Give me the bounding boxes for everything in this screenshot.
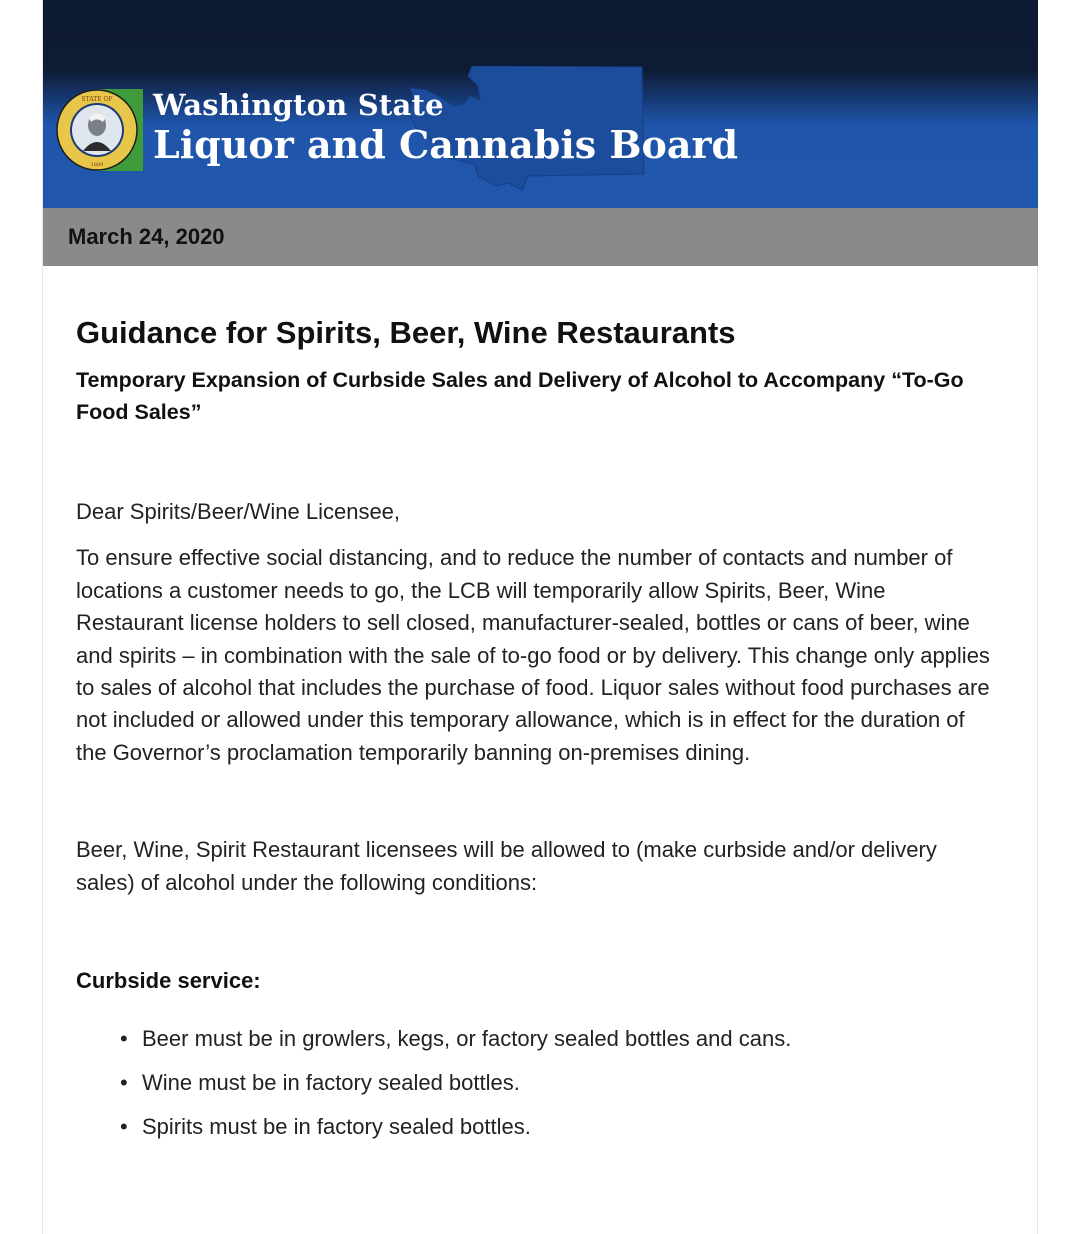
date-bar	[43, 208, 1038, 266]
svg-text:1889: 1889	[90, 162, 104, 168]
washington-state-seal-logo	[53, 89, 143, 171]
paragraph-conditions: Beer, Wine, Spirit Restaurant licensees will be allowed to (make curbside and/or delivery sales) of alcohol under the following conditions:	[76, 837, 937, 895]
section-heading-curbside: Curbside service:	[76, 968, 261, 994]
article-subtitle: Temporary Expansion of Curbside Sales and Delivery of Alcohol to Accompany “To-Go Food Sales”	[76, 368, 964, 424]
list-item: • Beer must be in growlers, kegs, or factory sealed bottles and cans.	[120, 1023, 996, 1055]
paragraph-intro: To ensure effective social distancing, and to reduce the number of contacts and number of locations a customer needs to go, the LCB will temporarily allow Spirits, Beer, Wine Restaurant license holders to sell closed, manufacturer-sealed, bottles or cans of beer, wine and spirits – in combination with the sale of to-go food or by delivery. This change only applies to sales of alcohol that includes the purchase of food. Liquor sales without food purchases are not included or allowed under this temporary allowance, which is in effect for the duration of the Governor’s proclamation temporarily banning on-premises dining.	[76, 545, 990, 765]
article-body	[76, 312, 996, 1155]
list-item: • Wine must be in factory sealed bottles.	[120, 1067, 996, 1099]
curbside-rules-list	[76, 1023, 996, 1143]
article-title: Guidance for Spirits, Beer, Wine Restaurants	[76, 315, 736, 350]
header-banner	[43, 0, 1038, 208]
publish-date: March 24, 2020	[68, 224, 225, 249]
org-name-line1: Washington State	[153, 88, 444, 122]
list-item: • Spirits must be in factory sealed bottles.	[120, 1111, 996, 1143]
org-name-line2: Liquor and Cannabis Board	[153, 122, 739, 167]
salutation: Dear Spirits/Beer/Wine Licensee,	[76, 499, 401, 524]
svg-text:STATE OF: STATE OF	[81, 96, 113, 103]
